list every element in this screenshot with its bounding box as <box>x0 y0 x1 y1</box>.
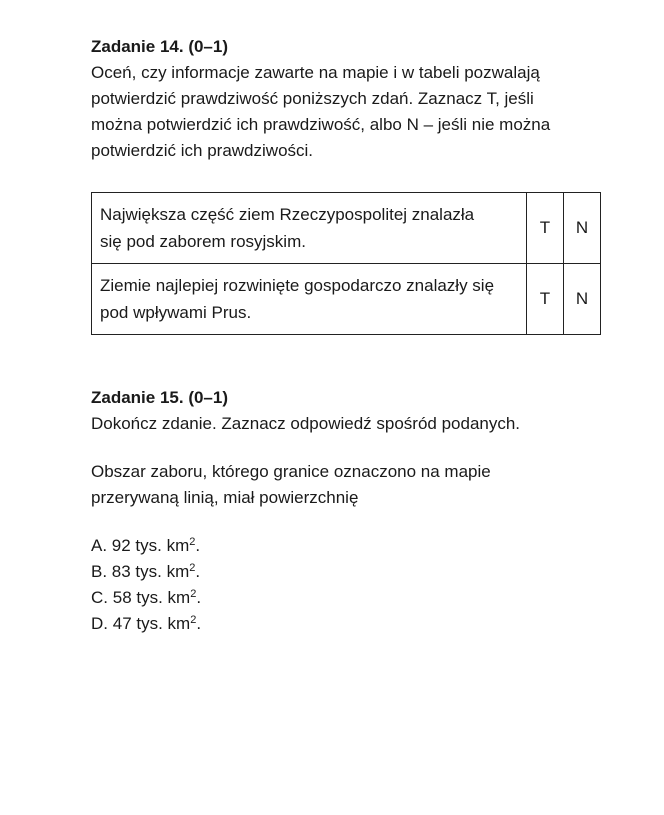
instruction-line: Oceń, czy informacje zawarte na mapie i w tabeli pozwalają <box>91 63 540 82</box>
statement-line: pod wpływami Prus. <box>100 303 252 322</box>
task-14-instruction <box>91 60 611 164</box>
question-line: przerywaną linią, miał powierzchnię <box>91 488 359 507</box>
option-end: . <box>195 536 201 555</box>
table-row <box>92 264 601 335</box>
option-end: . <box>195 562 201 581</box>
option-text: 58 tys. km <box>112 588 191 607</box>
task-15-instruction: Dokończ zdanie. Zaznacz odpowiedź spośród podanych. <box>91 414 521 433</box>
option-text: 47 tys. km <box>112 614 191 633</box>
true-false-table <box>91 192 601 335</box>
answer-options <box>91 533 611 637</box>
statement-line: Największa część ziem Rzeczypospolitej znalazła <box>100 205 475 224</box>
task-15-question <box>91 459 611 511</box>
option-letter: C. <box>91 588 108 607</box>
instruction-line: potwierdzić prawdziwość poniższych zdań. Zaznacz T, jeśli <box>91 89 534 108</box>
option-text: 92 tys. km <box>111 536 190 555</box>
instruction-line: można potwierdzić ich prawdziwość, albo N – jeśli nie można <box>91 115 551 134</box>
option-letter: D. <box>91 614 108 633</box>
answer-option-d[interactable] <box>91 611 611 637</box>
false-option[interactable]: N <box>564 193 601 264</box>
option-exponent: 2 <box>190 588 197 600</box>
true-option[interactable]: T <box>527 193 564 264</box>
option-exponent: 2 <box>189 562 196 574</box>
instruction-line: potwierdzić ich prawdziwości. <box>91 141 314 160</box>
option-letter: A. <box>91 536 108 555</box>
false-option[interactable]: N <box>564 264 601 335</box>
option-exponent: 2 <box>190 614 197 626</box>
statement-line: Ziemie najlepiej rozwinięte gospodarczo znalazły się <box>100 276 495 295</box>
task-14 <box>91 34 611 335</box>
option-letter: B. <box>91 562 108 581</box>
statement-cell <box>92 264 527 335</box>
option-end: . <box>196 614 202 633</box>
task-15-title: Zadanie 15. (0–1) <box>91 388 229 407</box>
question-line: Obszar zaboru, którego granice oznaczono na mapie <box>91 462 491 481</box>
table-row <box>92 193 601 264</box>
option-end: . <box>196 588 202 607</box>
option-text: 83 tys. km <box>111 562 190 581</box>
task-14-title: Zadanie 14. (0–1) <box>91 37 229 56</box>
option-exponent: 2 <box>189 536 196 548</box>
answer-option-b[interactable] <box>91 559 611 585</box>
answer-option-a[interactable] <box>91 533 611 559</box>
statement-cell <box>92 193 527 264</box>
answer-option-c[interactable] <box>91 585 611 611</box>
true-option[interactable]: T <box>527 264 564 335</box>
statement-line: się pod zaborem rosyjskim. <box>100 232 306 251</box>
exam-page <box>91 34 611 637</box>
task-15 <box>91 385 611 637</box>
